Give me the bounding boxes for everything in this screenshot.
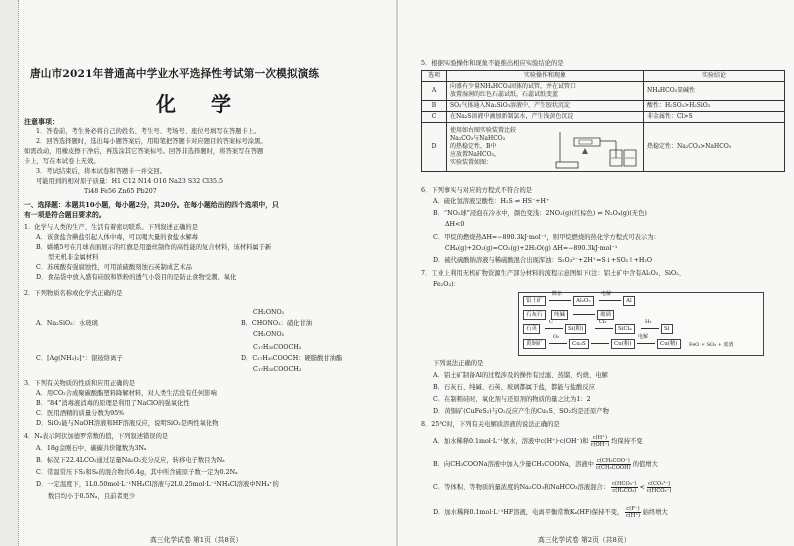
q6-option-d: D．硫代硫酸钠溶液与稀硫酸混合出现浑浊：S₂O₃²⁻+2H⁺=S↓+SO₂↑+H₂O bbox=[433, 257, 653, 264]
subject-title: 化 学 bbox=[156, 92, 245, 116]
q1-option-b: B．嫦娥5号在月球表面展示的红旗是用蚕丝制作的高性能的复合材料，该材料属于新 bbox=[36, 244, 272, 251]
q8-c-text: C．等体积、等物质的量浓度的Na₂CO₃和NaHCO₃溶液混合： bbox=[433, 484, 610, 491]
note-1: 1．答卷前，考生务必将自己的姓名、考生号、考场号、座位号填写在答题卡上。 bbox=[36, 128, 261, 135]
flow-node-glass: 玻璃 bbox=[597, 310, 614, 320]
row-c-option: C bbox=[422, 112, 447, 123]
table-header-conclusion: 实验结论 bbox=[644, 71, 785, 82]
row-d-option: D bbox=[422, 123, 447, 172]
q4-option-b: B．标况下22.4LCO₂通过足量Na₂O₂充分反应，转移电子数目为Nₐ bbox=[36, 457, 225, 464]
q8-option-b bbox=[433, 458, 658, 471]
q3-option-a: A．用CO₂合成聚碳酸酯塑料降解材料，对人类生活没有任何影响 bbox=[36, 390, 217, 397]
q6-option-c-cont: CH₄(g)+2O₂(g)=CO₂(g)+2H₂O(g) ΔH=−890.3kJ·mol⁻¹ bbox=[445, 245, 618, 252]
q2-option-b: B．CHONO₂：硝化甘油 bbox=[241, 320, 313, 327]
q8-option-c bbox=[433, 481, 671, 494]
flow-node-alumina: Al₂O₃ bbox=[573, 296, 594, 306]
q6-option-b: B．“NO₂球”浸泡在冷水中，颜色变浅：2NO₂(g)(红棕色) ⇌ N₂O₄(g)(无色) bbox=[433, 210, 647, 217]
table-row bbox=[422, 101, 785, 112]
q8-d-den: c(H⁺) bbox=[625, 513, 641, 519]
q8-c-fraction-2 bbox=[647, 481, 672, 494]
q8-b-num: c(CH₃COO⁻) bbox=[596, 458, 630, 464]
q8-c-fraction-1 bbox=[611, 481, 638, 494]
page-2-footer: 高三化学试卷 第2页（共8页） bbox=[538, 536, 631, 544]
q7-option-d: D．黄铜矿(CuFeS₂)与O₂反应产生的Cu₂S、SO₂均是还原产物 bbox=[433, 408, 609, 415]
q8-b-tail: 的值增大 bbox=[632, 461, 658, 468]
flow-arrow bbox=[641, 328, 659, 329]
q8-b-den: c(CH₃COOH) bbox=[596, 465, 631, 471]
q8-c-num1: c(HCO₃⁻) bbox=[612, 481, 637, 487]
section-1-heading: 一、选择题：本题共10小题，每小题2分，共20分。在每小题给出的四个选项中，只 bbox=[24, 201, 279, 209]
note-2: 2．回答选择题时，选出每小题答案后，用铅笔把答题卡对应题目的答案标号涂黑。 bbox=[36, 138, 267, 145]
atomic-mass-line-1: 可能用到的相对原子质量：H1 C12 N14 O16 Na23 S32 Cl35.5 bbox=[36, 178, 224, 185]
flow-arrow bbox=[591, 343, 609, 344]
row-c-conclusion: 非金属性：Cl>S bbox=[644, 112, 785, 123]
row-a-op-line1: 向盛有少量NH₄HCO₃固体的试管，并在试管口 bbox=[450, 83, 577, 90]
q2-option-d-top: C₁₇H₃₅COOCH₂ bbox=[253, 344, 302, 351]
page-1-footer: 高三化学试卷 第1页（共8页） bbox=[150, 536, 243, 544]
flow-label-chlorine: Cl₂ bbox=[599, 319, 607, 325]
q8-b-fraction bbox=[596, 458, 631, 471]
flow-arrow bbox=[545, 328, 563, 329]
row-d-op-line5: 实验装置如图： bbox=[450, 159, 493, 166]
q7-option-a: A．铝土矿制备Al的过程涉及的操作有过滤、蒸馏、灼烧、电解 bbox=[433, 372, 608, 379]
flow-node-bauxite: 铝土矿 bbox=[523, 296, 546, 306]
exam-page-1 bbox=[0, 0, 396, 546]
q8-a-fraction bbox=[591, 435, 609, 448]
row-d-conclusion: 热稳定性：Na₂CO₃>NaHCO₃ bbox=[644, 123, 785, 172]
q8-c-den1: c(H₂CO₃) bbox=[612, 488, 637, 494]
table-header-operation: 实验操作和现象 bbox=[447, 71, 644, 82]
flow-node-aluminium: Al bbox=[623, 296, 635, 306]
q8-a-tail: 均保持不变 bbox=[611, 438, 643, 445]
flow-node-cu2s: Cu₂S bbox=[569, 339, 589, 349]
q8-a-num: c(H⁺) bbox=[591, 435, 609, 442]
table-row bbox=[422, 112, 785, 123]
q8-c-num2: c(CO₃²⁻) bbox=[648, 481, 671, 487]
q1-option-a: A．该食盐含碘盐引起人体中毒，可以喝大量的食盐水解毒 bbox=[36, 234, 198, 241]
flow-label-carbon: C bbox=[549, 319, 553, 325]
q5-stem: 5．根据实验操作和现象不能推出相应实验结论的是 bbox=[421, 60, 564, 67]
flow-arrow bbox=[637, 343, 655, 344]
table-row bbox=[422, 82, 785, 101]
row-b-option: B bbox=[422, 101, 447, 112]
flow-arrow bbox=[573, 314, 595, 315]
q8-stem: 8．25℃时，下列有关电解质溶液的说法正确的是 bbox=[421, 421, 560, 428]
flow-label-electrolysis: 电解 bbox=[601, 291, 612, 297]
q8-d-num: c(F⁻) bbox=[626, 506, 640, 512]
q4-option-d-cont: 数目均小于0.5Nₐ，且前者更少 bbox=[48, 493, 136, 500]
flow-node-soda: 纯碱 bbox=[551, 310, 568, 320]
note-3: 3．考试结束后，将本试卷和答题卡一并交回。 bbox=[36, 168, 166, 175]
q7-option-c: C．在制粗硅时，氧化剂与还原剂的物质的量之比为1：2 bbox=[433, 396, 591, 403]
flow-node-crude-cu: Cu(粗) bbox=[611, 339, 635, 349]
q3-option-c: C．医用酒精的质量分数为95% bbox=[36, 410, 125, 417]
q6-option-a: A．硫化氢溶液呈酸性：H₂S ⇌ HS⁻+H⁺ bbox=[433, 198, 550, 205]
q6-option-c: C．甲烷的燃烧热ΔH=−890.3kJ·mol⁻¹，则甲烷燃烧的热化学方程式可表示为： bbox=[433, 234, 660, 241]
q8-b-text: B．向CH₃COONa溶液中加入少量CH₃COONa，溶液中 bbox=[433, 461, 594, 468]
flow-arrow bbox=[599, 300, 621, 301]
section-1-heading-cont: 有一项是符合题目要求的。 bbox=[24, 211, 106, 219]
flow-node-crude-si: Si(粗) bbox=[565, 324, 586, 334]
q1-stem: 1．化学与人类的生产、生活有着密切联系。下列叙述正确的是 bbox=[24, 224, 199, 231]
q7-stem: 7．工业上利用无机矿物资源生产部分材料的流程示意图如下(注：铝土矿中含有Al₂O₃、SiO₂、 bbox=[421, 270, 685, 277]
flow-node-sicl4: SiCl₄ bbox=[615, 324, 635, 334]
binding-margin bbox=[0, 0, 19, 546]
q2-option-b-top: CH₂ONO₂ bbox=[253, 309, 285, 316]
q2-option-d-bot: C₁₇H₃₅COOCH₂ bbox=[253, 366, 302, 373]
q8-a-den: c(OH⁻) bbox=[590, 442, 610, 448]
exam-title: 唐山市2021年普通高中学业水平选择性考试第一次模拟演练 bbox=[30, 68, 320, 80]
q7-stem-cont: Fe₂O₃)： bbox=[433, 281, 460, 288]
row-d-op-line3: 的热稳定性，B中 bbox=[450, 143, 497, 150]
row-a-operation bbox=[447, 82, 644, 101]
q2-option-b-bot: CH₂ONO₂ bbox=[253, 331, 285, 338]
heating-apparatus-diagram bbox=[552, 124, 640, 170]
q4-option-c: C．常温常压下S₂和S₆的混合物共6.4g，其中所含硫原子数一定为0.2Nₐ bbox=[36, 469, 238, 476]
q1-option-d: D．食品袋中放入盛有硅胶和铁粉的透气小袋目的是防止食物受潮、氧化 bbox=[36, 274, 237, 281]
q8-d-tail: 始终增大 bbox=[642, 509, 668, 516]
q8-option-d bbox=[433, 506, 668, 519]
q4-option-a: A．18g金刚石中，碳碳共价键数为3Nₐ bbox=[36, 445, 147, 452]
q8-c-den2: c(HCO₃⁻) bbox=[646, 488, 672, 494]
row-a-op-line2: 放置湿润的红色石蕊试纸，石蕊试纸变蓝 bbox=[450, 91, 559, 98]
row-b-conclusion: 酸性：H₂SO₃>H₂SiO₃ bbox=[644, 101, 785, 112]
q1-option-c: C．苏琉酸有强腐蚀性，可用浓硫酸刻蚀石英制成艺术品 bbox=[36, 264, 192, 271]
q2-option-c: C．[Ag(NH₃)₂]⁺：银铵络离子 bbox=[36, 355, 123, 362]
q8-c-lt: < bbox=[639, 484, 645, 491]
note-2-cont2: 卡上，写在本试卷上无效。 bbox=[24, 158, 100, 165]
q5-table bbox=[421, 70, 785, 172]
q4-stem: 4．Nₐ表示阿伏加德罗常数的值，下列叙述错误的是 bbox=[24, 433, 169, 440]
flow-node-byproducts: FeO + SO₂ + 废渣 bbox=[689, 342, 734, 348]
row-d-op-line4: 应放置NaHCO₃， bbox=[450, 151, 500, 158]
q7-option-b: B．石灰石、纯碱、石英、玻璃都属于盐，都能与盐酸反应 bbox=[433, 384, 596, 391]
q2-option-d: D．C₁₇H₃₅COOCH：硬脂酸甘油酯 bbox=[241, 355, 343, 362]
table-header-row bbox=[422, 71, 785, 82]
row-d-op-line1: 使用如右图实验装置比较 bbox=[450, 127, 517, 134]
q3-option-d: D．SiO₂能与NaOH溶液和HF溶液反应，说明SiO₂是两性氧化物 bbox=[36, 420, 219, 427]
flow-arrow bbox=[549, 300, 571, 301]
notes-heading: 注意事项： bbox=[24, 117, 59, 126]
flow-node-quartz: 石英 bbox=[523, 324, 540, 334]
exam-page-2 bbox=[398, 0, 794, 546]
flow-arrow bbox=[549, 343, 567, 344]
row-d-operation bbox=[447, 123, 644, 172]
note-2-cont: 如需改动，用橡皮擦干净后，再选涂其它答案标号。回答非选择题时，将答案写在答题 bbox=[24, 148, 264, 155]
q3-option-b: B．“84”消毒液消毒的原理是利用了NaClO的强氧化性 bbox=[36, 400, 190, 407]
q3-stem: 3．下列有关物质的性质和应用正确的是 bbox=[24, 380, 136, 387]
row-a-conclusion: NH₄HCO₃显碱性 bbox=[644, 82, 785, 101]
flow-node-pure-cu: Cu(精) bbox=[657, 339, 681, 349]
flow-label-oxygen: O₂ bbox=[553, 334, 560, 340]
flow-label-electrolysis-cu: 电解 bbox=[638, 334, 649, 340]
q6-option-b-cont: ΔH<0 bbox=[445, 221, 465, 228]
q4-option-d: D．一定温度下，1L0.50mol·L⁻¹NH₄Cl溶液与2L0.25mol·L⁻¹NH₄Cl溶液中NH₄⁺的 bbox=[36, 481, 279, 488]
q8-d-text: D．加水稀释0.1mol·L⁻¹HF溶液，电离平衡常数Kₐ(HF)保持不变， bbox=[433, 509, 624, 516]
flow-arrow bbox=[595, 328, 613, 329]
q8-a-text: A．加水稀释0.1mol·L⁻¹氨水，溶液中c(H⁺)·c(OH⁻)和 bbox=[433, 438, 589, 445]
q2-stem: 2．下列物质名称或化学式正确的是 bbox=[24, 290, 123, 297]
q7-question: 下列说法正确的是 bbox=[433, 360, 484, 367]
q8-option-a bbox=[433, 435, 643, 448]
flow-node-chalcopyrite: 黄铜矿 bbox=[523, 339, 546, 349]
q7-flow-diagram bbox=[518, 292, 764, 356]
flow-label-hydrogen: H₂ bbox=[645, 319, 652, 325]
flow-label-purify: 除杂 bbox=[552, 291, 563, 297]
flow-node-limestone: 石灰石 bbox=[523, 310, 546, 320]
row-c-operation: 在Na₂S溶液中滴加新制氯水，产生浅黄色沉淀 bbox=[447, 112, 644, 123]
table-header-option: 选项 bbox=[422, 71, 447, 82]
q1-option-b-cont: 型无机非金属材料 bbox=[48, 254, 99, 261]
q6-stem: 6．下列事实与对应的方程式不符合的是 bbox=[421, 187, 533, 194]
row-d-op-line2: Na₂CO₃与NaHCO₃ bbox=[450, 135, 506, 142]
table-row bbox=[422, 123, 785, 172]
atomic-mass-line-2: Ti48 Fe56 Zn65 Pb207 bbox=[84, 188, 157, 195]
q2-option-a: A．Na₂SiO₃：水玻璃 bbox=[36, 320, 98, 327]
q8-d-fraction bbox=[625, 506, 640, 519]
row-a-option: A bbox=[422, 82, 447, 101]
row-b-operation: SO₂气体通入Na₂SiO₃溶液中，产生胶状沉淀 bbox=[447, 101, 644, 112]
flow-node-silicon: Si bbox=[661, 324, 673, 334]
